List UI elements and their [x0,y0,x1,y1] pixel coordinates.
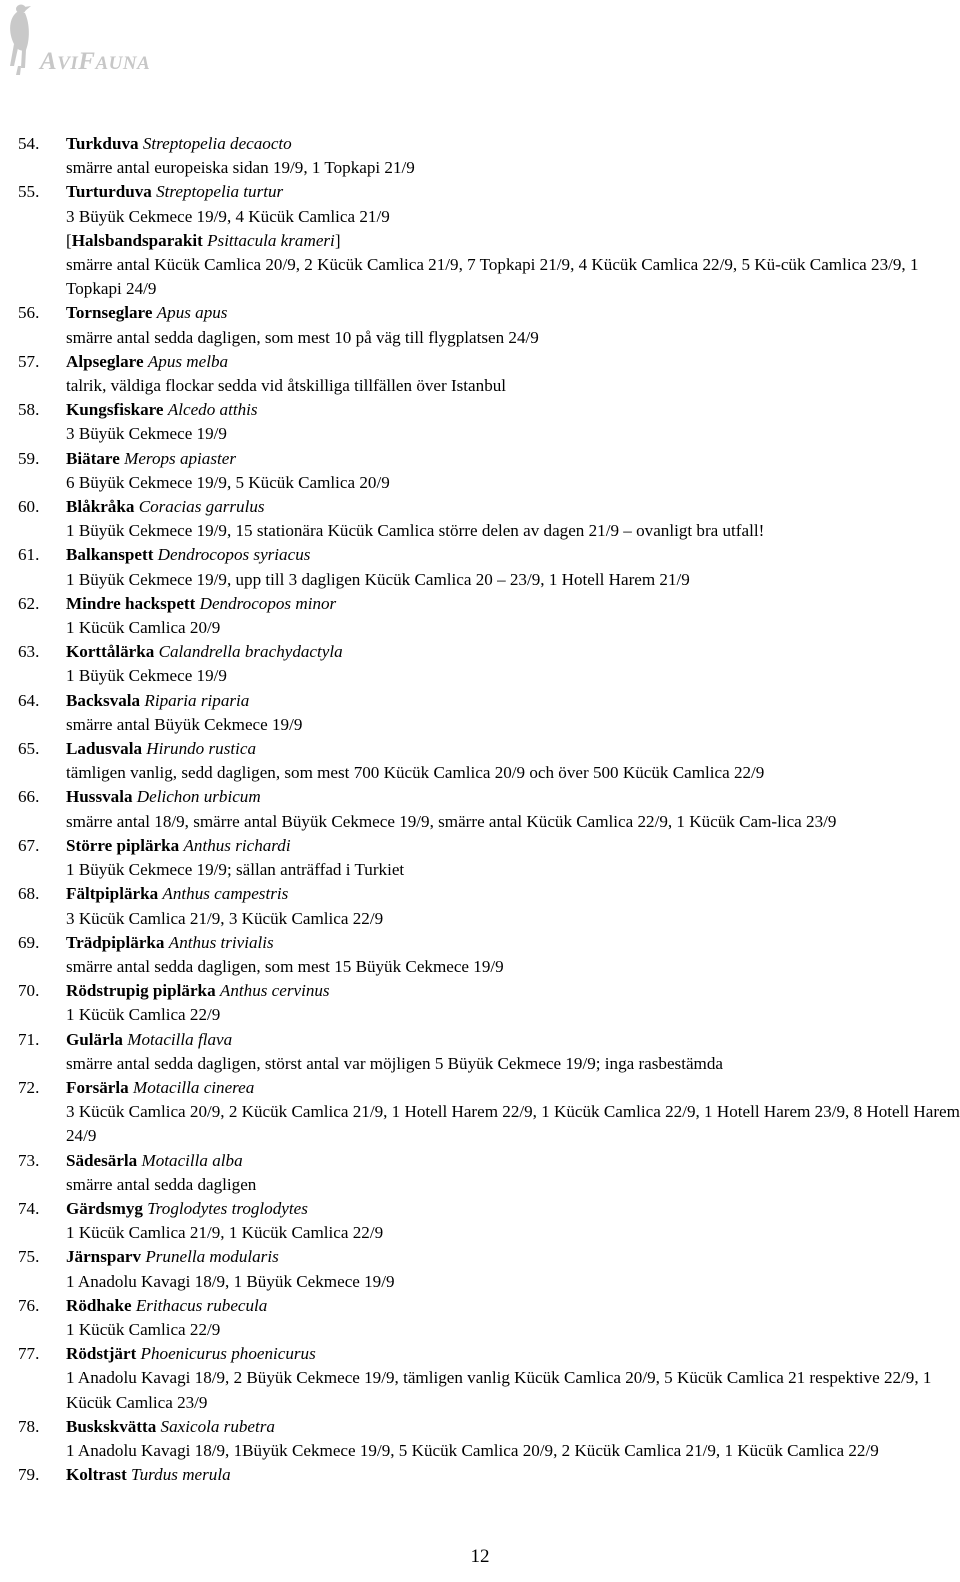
species-observations: smärre antal europeiska sidan 19/9, 1 Topkapi 21/9 [66,158,415,178]
species-number: 74. [18,1198,40,1218]
species-heading [66,1342,960,1366]
species-heading [66,1197,960,1221]
species-number: 71. [18,1029,40,1049]
species-name: Korttålärka [66,642,155,662]
species-latin: Merops apiaster [124,448,236,468]
species-name: Järnsparv [66,1247,142,1267]
species-name: Rödstrupig piplärka [66,981,216,1001]
species-number: 63. [18,642,40,662]
species-observations: smärre antal Kücük Camlica 20/9, 2 Kücük Camlica 21/9, 7 Topkapi 21/9, 4 Kücük Camlica 22/9, 5 Kü-cük Camlica 23/9, 1 Topkapi 24/9 [66,255,919,299]
species-observations: smärre antal sedda dagligen [66,1174,257,1194]
species-name: Rödstjärt [66,1344,137,1364]
species-name: Rödhake [66,1295,132,1315]
avifauna-logo [4,2,184,78]
species-latin: Prunella modularis [145,1247,279,1267]
species-name: Ladusvala [66,739,143,759]
species-entry [18,132,960,180]
species-latin: Alcedo atthis [167,400,258,420]
species-entry [18,1415,960,1463]
species-latin: Anthus trivialis [168,932,274,952]
species-latin: Anthus cervinus [219,981,330,1001]
species-entry [18,979,960,1027]
species-observations: 1 Büyük Cekmece 19/9, upp till 3 dagligen Kücük Camlica 20 – 23/9, 1 Hotell Harem 21/9 [66,569,690,589]
species-entry [18,1076,960,1149]
species-number: 64. [18,690,40,710]
species-latin: Streptopelia turtur [156,182,284,202]
species-number: 54. [18,134,40,153]
species-name: Mindre hackspett [66,593,196,613]
species-number: 77. [18,1344,40,1364]
species-heading [66,1463,960,1487]
species-observations: smärre antal sedda dagligen, som mest 15 Büyük Cekmece 19/9 [66,956,504,976]
species-heading: [Halsbandsparakit Psittacula krameri] [66,230,341,250]
species-observations: 6 Büyük Cekmece 19/9, 5 Kücük Camlica 20/9 [66,472,390,492]
species-number: 68. [18,884,40,904]
species-heading [66,1245,960,1269]
species-name: Hussvala [66,787,133,807]
species-number: 66. [18,787,40,807]
species-heading [66,1415,960,1439]
species-observations: 3 Büyük Cekmece 19/9 [66,424,227,444]
species-heading [66,1076,960,1100]
species-name: Gulärla [66,1029,123,1049]
species-latin: Saxicola rubetra [160,1416,275,1436]
species-number: 61. [18,545,40,565]
species-observations: smärre antal sedda dagligen, som mest 10 på väg till flygplatsen 24/9 [66,327,539,347]
species-latin: Calandrella brachydactyla [158,642,343,662]
species-heading [66,882,960,906]
species-heading [66,737,960,761]
species-latin: Psittacula krameri [207,230,335,250]
species-number: 60. [18,497,40,517]
species-heading [66,447,960,471]
species-latin: Streptopelia decaocto [142,134,292,153]
species-observations: 1 Büyük Cekmece 19/9 [66,666,227,686]
species-heading [66,834,960,858]
species-heading [66,543,960,567]
species-observations: 1 Kücük Camlica 22/9 [66,1005,221,1025]
species-number: 78. [18,1416,40,1436]
species-entry [18,180,960,228]
species-number: 65. [18,739,40,759]
species-entry [18,689,960,737]
species-heading [66,495,960,519]
species-name: Turturduva [66,182,152,202]
species-latin: Troglodytes troglodytes [147,1198,308,1218]
species-heading [66,689,960,713]
species-observations: 1 Büyük Cekmece 19/9, 15 stationära Kücük Camlica större delen av dagen 21/9 – ovanligt bra utfall! [66,521,765,541]
species-entry [18,1294,960,1342]
species-observations: 1 Kücük Camlica 21/9, 1 Kücük Camlica 22/9 [66,1223,384,1243]
species-heading [66,1028,960,1052]
species-entry [18,1245,960,1293]
species-number: 72. [18,1077,40,1097]
species-heading [66,640,960,664]
species-latin: Anthus campestris [162,884,289,904]
species-name: Forsärla [66,1077,129,1097]
species-heading [66,1149,960,1173]
logo-text: AVIFAUNA [40,48,151,75]
species-name: Backsvala [66,690,141,710]
species-latin: Motacilla alba [141,1150,243,1170]
species-latin: Dendrocopos minor [199,593,337,613]
species-entry [18,834,960,882]
species-entry [18,495,960,543]
species-heading [66,931,960,955]
species-latin: Hirundo rustica [146,739,256,759]
species-observations: 1 Kücük Camlica 22/9 [66,1319,221,1339]
species-entry [18,229,960,302]
species-heading [66,180,960,204]
species-latin: Delichon urbicum [136,787,261,807]
species-entry [18,785,960,833]
species-list [18,132,960,1487]
species-number: 76. [18,1295,40,1315]
species-name: Alpseglare [66,351,144,371]
species-number: 62. [18,593,40,613]
species-observations: smärre antal 18/9, smärre antal Büyük Cekmece 19/9, smärre antal Kücük Camlica 22/9, 1 Kücük Cam-lica 23/9 [66,811,837,831]
species-number: 58. [18,400,40,420]
species-entry [18,350,960,398]
species-heading [66,979,960,1003]
species-latin: Motacilla cinerea [132,1077,255,1097]
bird-silhouette-icon [4,2,44,78]
species-number: 56. [18,303,40,323]
species-entry [18,1342,960,1415]
species-name: Blåkråka [66,497,135,517]
species-name: Trädpiplärka [66,932,165,952]
species-name: Turkduva [66,134,139,153]
species-latin: Apus apus [156,303,228,323]
species-name: Balkanspett [66,545,154,565]
species-heading [66,1294,960,1318]
species-entry [18,737,960,785]
species-heading [66,398,960,422]
species-entry [18,592,960,640]
species-observations: smärre antal sedda dagligen, störst antal var möjligen 5 Büyük Cekmece 19/9; inga rasbestämda [66,1053,723,1073]
species-name: Halsbandsparakit [71,230,203,250]
species-entry [18,1149,960,1197]
species-observations: 1 Anadolu Kavagi 18/9, 1 Büyük Cekmece 19/9 [66,1271,395,1291]
species-number: 75. [18,1247,40,1267]
species-entry [18,1197,960,1245]
species-heading [66,301,960,325]
species-latin: Anthus richardi [183,835,291,855]
species-latin: Apus melba [147,351,229,371]
species-observations: 3 Kücük Camlica 21/9, 3 Kücük Camlica 22/9 [66,908,384,928]
species-heading [66,132,960,156]
species-name: Buskskvätta [66,1416,157,1436]
species-name: Kungsfiskare [66,400,164,420]
species-observations: 3 Büyük Cekmece 19/9, 4 Kücük Camlica 21/9 [66,206,390,226]
species-number: 57. [18,351,40,371]
species-number: 70. [18,981,40,1001]
species-entry [18,1028,960,1076]
species-observations: 3 Kücük Camlica 20/9, 2 Kücük Camlica 21/9, 1 Hotell Harem 22/9, 1 Kücük Camlica 22/9, 1 Hotell Harem 23/9, 8 Hotell Harem 24/9 [66,1102,960,1146]
species-number: 73. [18,1150,40,1170]
species-number: 59. [18,448,40,468]
species-number: 55. [18,182,40,202]
species-latin: Motacilla flava [127,1029,233,1049]
species-number: 67. [18,835,40,855]
species-name: Biätare [66,448,120,468]
species-name: Koltrast [66,1465,127,1485]
species-name: Större piplärka [66,835,180,855]
species-latin: Dendrocopos syriacus [157,545,311,565]
species-heading [66,350,960,374]
species-observations: tämligen vanlig, sedd dagligen, som mest 700 Kücük Camlica 20/9 och över 500 Kücük Camlica 22/9 [66,763,765,783]
species-name: Fältpiplärka [66,884,159,904]
species-entry [18,447,960,495]
species-observations: 1 Anadolu Kavagi 18/9, 1Büyük Cekmece 19/9, 5 Kücük Camlica 20/9, 2 Kücük Camlica 21/9, 1 Kücük Camlica 22/9 [66,1440,879,1460]
species-name: Sädesärla [66,1150,138,1170]
species-entry [18,301,960,349]
species-latin: Turdus merula [131,1465,231,1485]
species-latin: Erithacus rubecula [135,1295,268,1315]
species-name: Tornseglare [66,303,153,323]
species-number: 79. [18,1465,40,1485]
species-heading [66,785,960,809]
species-observations: 1 Büyük Cekmece 19/9; sällan anträffad i Turkiet [66,860,405,880]
species-observations: talrik, väldiga flockar sedda vid åtskilliga tillfällen över Istanbul [66,376,507,396]
species-heading [66,592,960,616]
species-entry [18,882,960,930]
species-entry [18,931,960,979]
page-number: 12 [470,1546,490,1567]
species-entry [18,640,960,688]
species-entry [18,1463,960,1487]
species-entry [18,543,960,591]
species-observations: 1 Kücük Camlica 20/9 [66,618,221,638]
species-latin: Riparia riparia [144,690,250,710]
species-name: Gärdsmyg [66,1198,143,1218]
species-observations: 1 Anadolu Kavagi 18/9, 2 Büyük Cekmece 19/9, tämligen vanlig Kücük Camlica 20/9, 5 Kücük Camlica 21 respektive 22/9, 1 Kücük Camlica 23/9 [66,1368,932,1412]
species-latin: Coracias garrulus [138,497,265,517]
species-number: 69. [18,932,40,952]
species-latin: Phoenicurus phoenicurus [140,1344,316,1364]
species-entry [18,398,960,446]
species-observations: smärre antal Büyük Cekmece 19/9 [66,714,303,734]
